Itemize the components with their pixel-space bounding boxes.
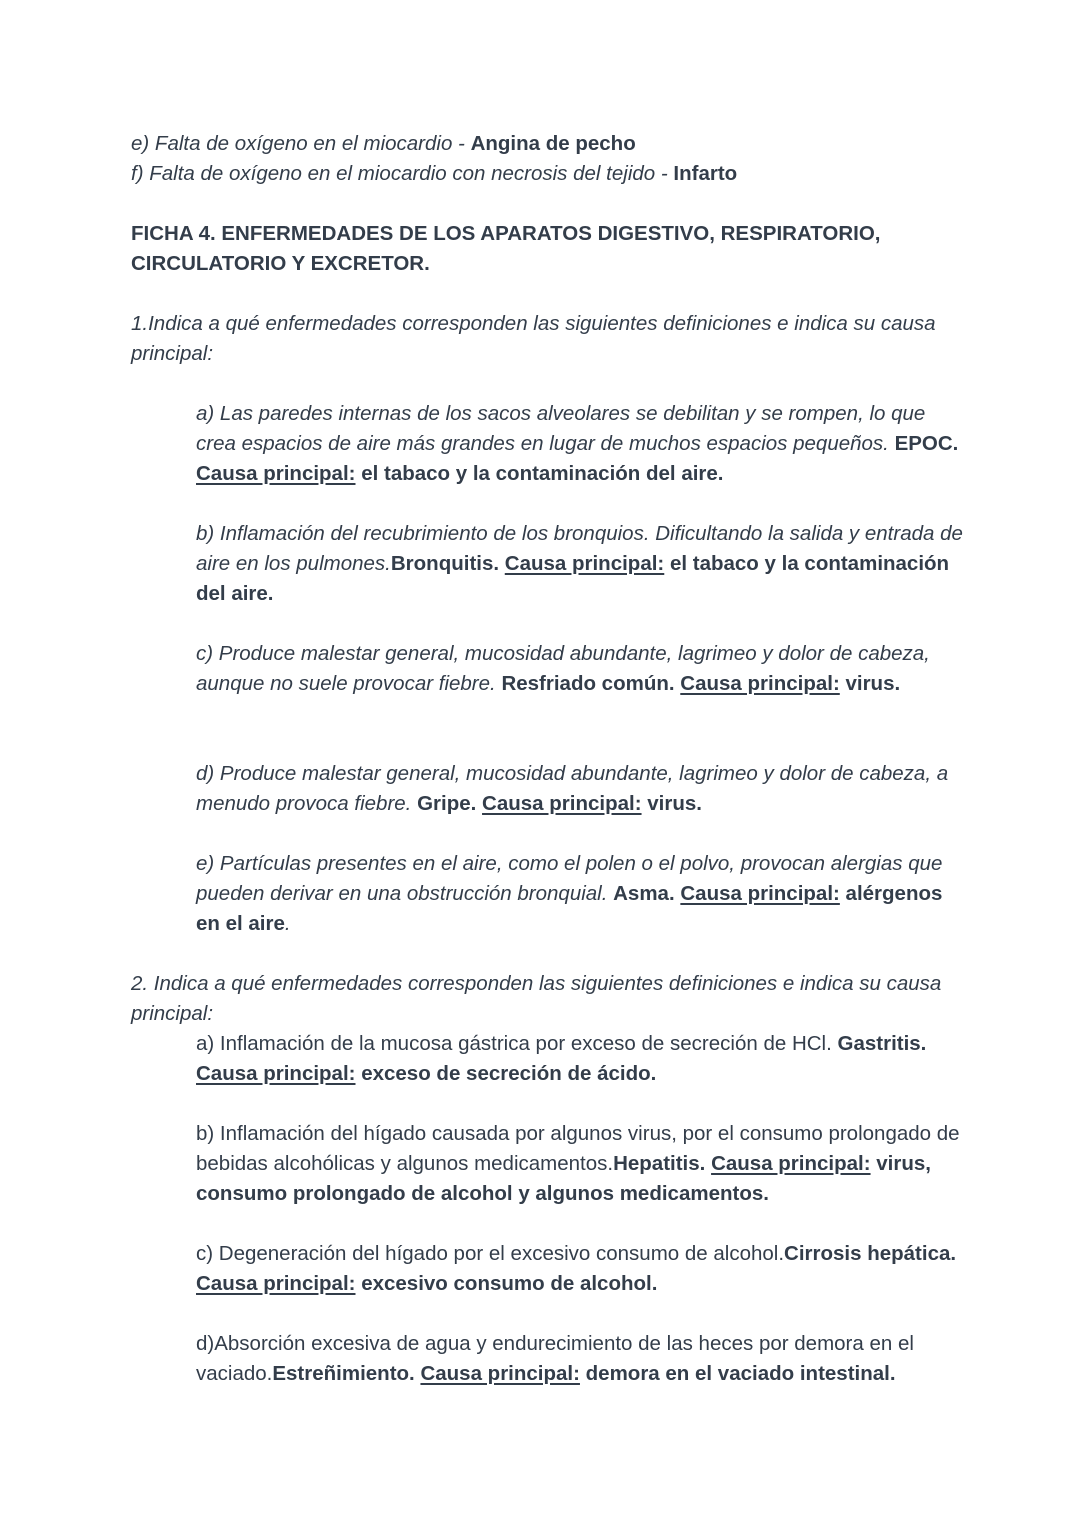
q2-a-cause-label: Causa principal: bbox=[196, 1062, 356, 1085]
q1-d-cause: virus. bbox=[641, 792, 702, 815]
q1-e-cause: alérgenos en el aire bbox=[196, 882, 943, 935]
q2-b-definition: b) Inflamación del hígado causada por algunos virus, por el consumo prolongado de bebidas alcohólicas y algunos medicamentos. bbox=[196, 1122, 960, 1175]
q1-item-b bbox=[196, 519, 966, 609]
q1-b-disease: Bronquitis. bbox=[390, 552, 500, 575]
prev-e-definition: e) Falta de oxígeno en el miocardio - bbox=[131, 132, 471, 155]
q1-c-definition: c) Produce malestar general, mucosidad abundante, lagrimeo y dolor de cabeza, aunque no suele provocar fiebre. bbox=[196, 642, 930, 695]
q2-item-b bbox=[196, 1119, 966, 1209]
q2-b-disease: Hepatitis. bbox=[613, 1152, 706, 1175]
q1-b-cause: el tabaco y la contaminación del aire. bbox=[196, 552, 950, 605]
q1-d-disease: Gripe. bbox=[417, 792, 477, 815]
section-heading: FICHA 4. ENFERMEDADES DE LOS APARATOS DIGESTIVO, RESPIRATORIO, CIRCULATORIO Y EXCRETOR. bbox=[131, 222, 881, 275]
q1-a-cause-label: Causa principal: bbox=[196, 462, 356, 485]
q1-e-cause-label: Causa principal: bbox=[680, 882, 840, 905]
q1-item-e bbox=[196, 849, 966, 939]
q1-a-definition: a) Las paredes internas de los sacos alveolares se debilitan y se rompen, lo que crea espacios de aire más grandes en lugar de muchos espacios pequeños. bbox=[196, 402, 926, 455]
question-2-prompt: 2. Indica a qué enfermedades corresponden las siguientes definiciones e indica su causa principal: bbox=[131, 972, 942, 1025]
q2-d-cause: demora en el vaciado intestinal. bbox=[579, 1362, 896, 1385]
q2-item-d bbox=[196, 1329, 966, 1389]
q2-item-a bbox=[196, 1029, 966, 1089]
q2-item-c bbox=[196, 1239, 966, 1299]
q2-c-definition: c) Degeneración del hígado por el excesivo consumo de alcohol. bbox=[196, 1242, 785, 1265]
prev-item-f bbox=[131, 159, 961, 189]
q2-b-cause: virus, consumo prolongado de alcohol y algunos medicamentos. bbox=[196, 1152, 931, 1205]
q1-b-cause-label: Causa principal: bbox=[504, 552, 665, 575]
q1-item-c bbox=[196, 639, 966, 699]
prev-f-answer: Infarto bbox=[673, 162, 738, 185]
q1-a-disease: EPOC. bbox=[894, 432, 959, 455]
prev-e-answer: Angina de pecho bbox=[470, 132, 636, 155]
q1-c-disease: Resfriado común. bbox=[501, 672, 675, 695]
q2-a-definition: a) Inflamación de la mucosa gástrica por exceso de secreción de HCl. bbox=[196, 1032, 832, 1055]
q1-e-definition: e) Partículas presentes en el aire, como el polen o el polvo, provocan alergias que pueden derivar en una obstrucción bronquial. bbox=[196, 852, 943, 905]
q1-e-disease: Asma. bbox=[613, 882, 675, 905]
q1-item-d bbox=[196, 759, 966, 819]
prev-f-definition: f) Falta de oxígeno en el miocardio con necrosis del tejido - bbox=[131, 162, 674, 185]
q1-d-definition: d) Produce malestar general, mucosidad abundante, lagrimeo y dolor de cabeza, a menudo provoca fiebre. bbox=[196, 762, 949, 815]
q1-item-a bbox=[196, 399, 966, 489]
question-1-prompt: 1.Indica a qué enfermedades corresponden las siguientes definiciones e indica su causa principal: bbox=[131, 312, 936, 365]
q2-c-cause-label: Causa principal: bbox=[196, 1272, 356, 1295]
q2-b-cause-label: Causa principal: bbox=[711, 1152, 871, 1175]
q1-a-cause: el tabaco y la contaminación del aire. bbox=[355, 462, 724, 485]
q2-d-cause-label: Causa principal: bbox=[420, 1362, 580, 1385]
q2-d-disease: Estreñimiento. bbox=[272, 1362, 415, 1385]
q2-a-cause: exceso de secreción de ácido. bbox=[355, 1062, 657, 1085]
q2-c-disease: Cirrosis hepática. bbox=[784, 1242, 957, 1265]
q1-b-definition: b) Inflamación del recubrimiento de los bronquios. Dificultando la salida y entrada de aire en los pulmones. bbox=[196, 522, 963, 575]
prev-item-e bbox=[131, 129, 961, 159]
q2-c-cause: excesivo consumo de alcohol. bbox=[355, 1272, 658, 1295]
q2-a-disease: Gastritis. bbox=[837, 1032, 927, 1055]
q2-d-definition: d)Absorción excesiva de agua y endurecimiento de las heces por demora en el vaciado. bbox=[196, 1332, 914, 1385]
q1-e-tail: . bbox=[284, 912, 291, 935]
q1-d-cause-label: Causa principal: bbox=[482, 792, 642, 815]
q1-c-cause-label: Causa principal: bbox=[680, 672, 840, 695]
q1-c-cause: virus. bbox=[839, 672, 901, 695]
